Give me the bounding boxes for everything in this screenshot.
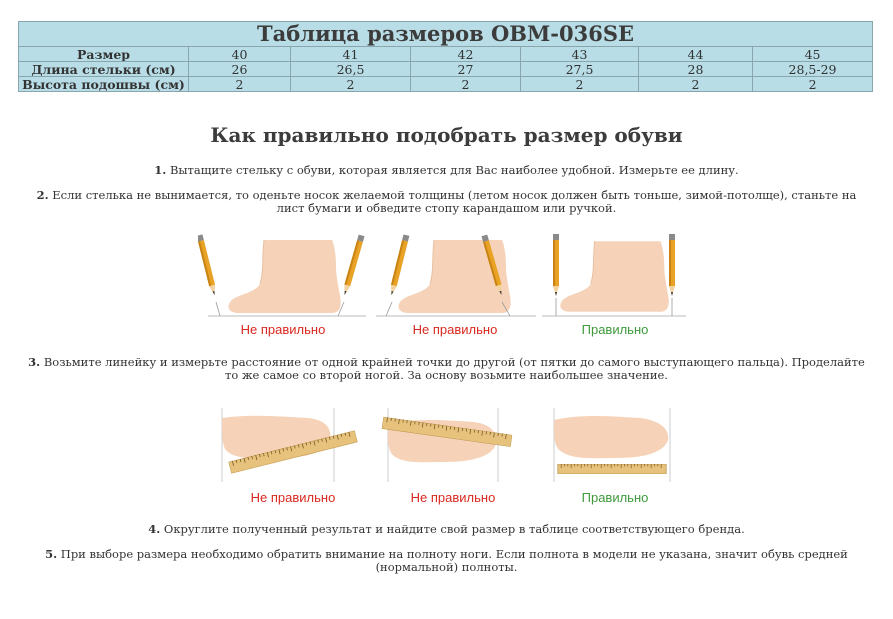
row-label: Размер — [19, 47, 189, 62]
table-cell: 27 — [411, 62, 521, 77]
step-4 — [24, 523, 869, 536]
caption-wrong: Не правильно — [410, 490, 496, 505]
table-cell: 40 — [189, 47, 291, 62]
foot-ruler-image — [540, 406, 690, 486]
pencil-illustration-wrong-2 — [370, 232, 540, 340]
step-text: При выборе размера необходимо обратить внимание на полноту ноги. Если полнота в модели не указана, значит обувь средней (нормальной) полноты. — [60, 547, 848, 574]
table-cell: 26 — [189, 62, 291, 77]
table-cell: 2 — [411, 77, 521, 92]
table-cell: 2 — [291, 77, 411, 92]
foot-outline-image — [198, 232, 368, 324]
foot-ruler-image — [218, 406, 368, 486]
table-cell: 45 — [753, 47, 873, 62]
caption-wrong: Не правильно — [250, 490, 336, 505]
table-cell: 41 — [291, 47, 411, 62]
step-text: Возьмите линейку и измерьте расстояние от одной крайней точки до другой (от пятки до самого выступающего пальца). Проделайте то же самое со второй ногой. За основу возьмите наибольшее значение. — [43, 355, 865, 382]
step-text: Округлите полученный результат и найдите свой размер в таблице соответствующего бренда. — [163, 522, 745, 536]
step-2 — [24, 189, 869, 215]
caption-right: Правильно — [581, 322, 649, 337]
step-number: 4. — [148, 522, 161, 536]
table-cell: 26,5 — [291, 62, 411, 77]
table-cell: 2 — [753, 77, 873, 92]
row-label: Высота подошвы (см) — [19, 77, 189, 92]
table-cell: 43 — [521, 47, 639, 62]
step-5 — [24, 548, 869, 574]
ruler-illustration-wrong-1 — [218, 406, 368, 506]
step-text: Вытащите стельку с обуви, которая является для Вас наиболее удобной. Измерьте ее длину. — [169, 163, 739, 177]
pencil-illustration-wrong-1 — [198, 232, 368, 340]
table-cell: 42 — [411, 47, 521, 62]
pencil-illustration-right — [540, 232, 690, 340]
table-cell: 28 — [639, 62, 753, 77]
step-text: Если стелька не вынимается, то оденьте носок желаемой толщины (летом носок должен быть тоньше, зимой-потолще), станьте на лист бумаги и обведите стопу карандашом или ручкой. — [52, 188, 857, 215]
foot-ruler-image — [378, 406, 528, 486]
ruler-illustration-right — [540, 406, 690, 506]
step-number: 2. — [36, 188, 49, 202]
step-number: 1. — [154, 163, 167, 177]
foot-outline-image — [370, 232, 540, 324]
table-cell: 28,5-29 — [753, 62, 873, 77]
size-table-title: Таблица размеров OBM-036SE — [19, 22, 873, 47]
table-cell: 2 — [521, 77, 639, 92]
guide-title: Как правильно подобрать размер обуви — [210, 123, 683, 147]
step-number: 5. — [45, 547, 58, 561]
table-row — [19, 77, 873, 92]
step-3 — [24, 356, 869, 382]
caption-wrong: Не правильно — [240, 322, 326, 337]
foot-outline-image — [540, 232, 690, 324]
table-cell: 2 — [639, 77, 753, 92]
ruler-illustration-wrong-2 — [378, 406, 528, 506]
table-row — [19, 62, 873, 77]
step-1 — [24, 164, 869, 177]
table-cell: 2 — [189, 77, 291, 92]
step-number: 3. — [28, 355, 41, 369]
size-table — [18, 21, 873, 92]
caption-right: Правильно — [581, 490, 649, 505]
table-cell: 27,5 — [521, 62, 639, 77]
table-row — [19, 47, 873, 62]
caption-wrong: Не правильно — [412, 322, 498, 337]
table-cell: 44 — [639, 47, 753, 62]
row-label: Длина стельки (см) — [19, 62, 189, 77]
